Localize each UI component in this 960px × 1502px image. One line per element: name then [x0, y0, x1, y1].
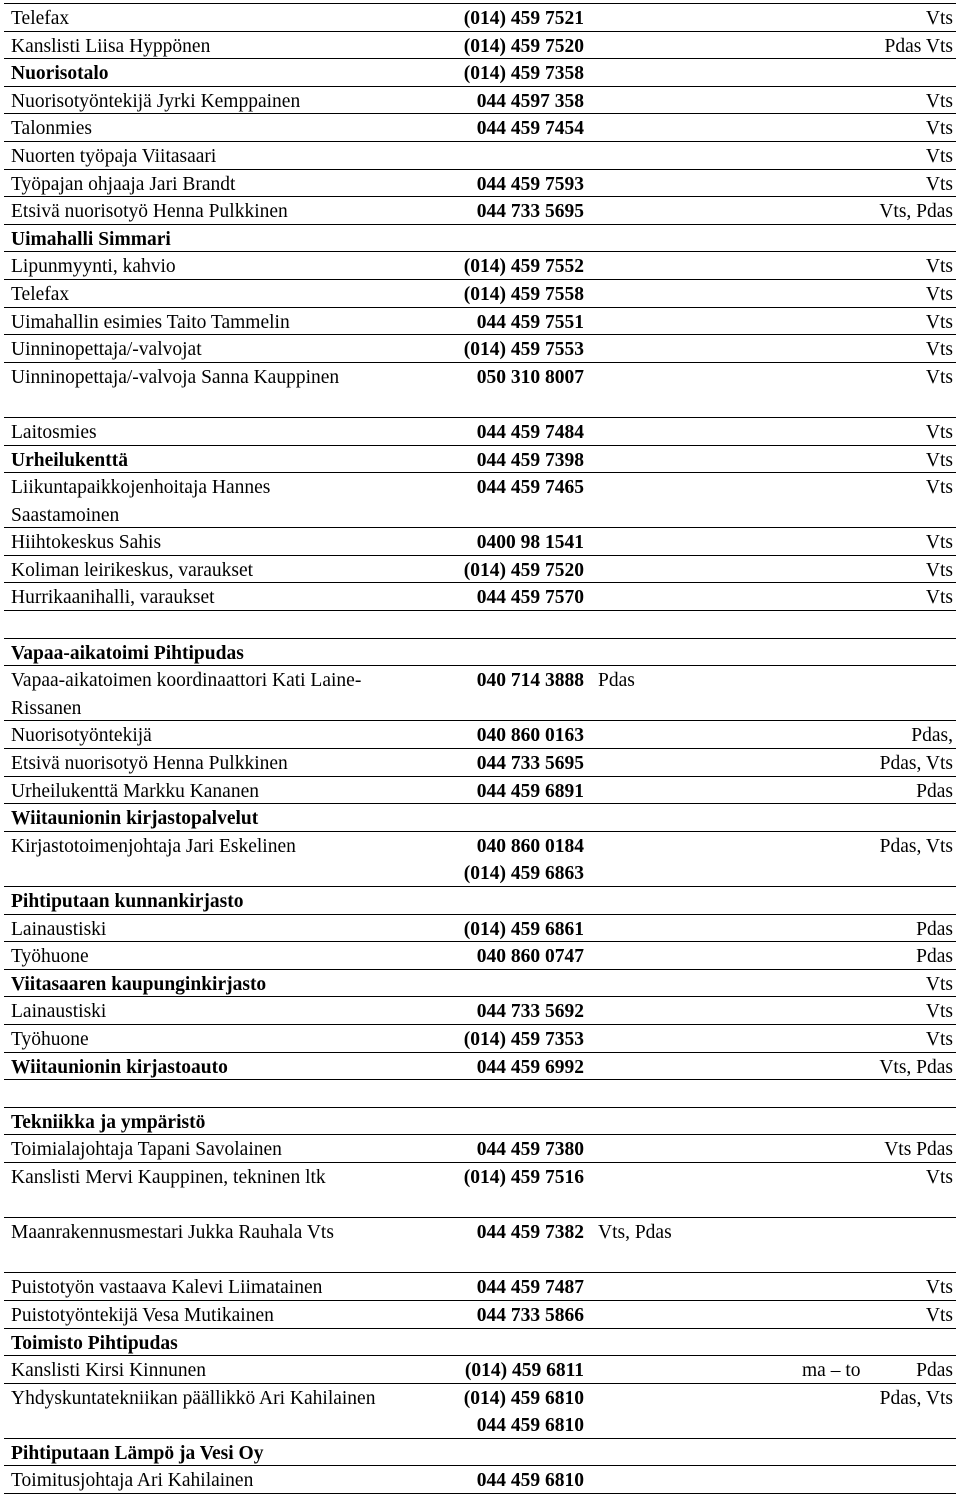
- location-code: Pdas, Vts: [879, 753, 953, 775]
- table-row: [4, 86, 956, 114]
- phone-number: 044 459 7593: [476, 173, 584, 195]
- table-row: [4, 555, 956, 583]
- section-heading-row: [4, 224, 956, 252]
- table-row: [4, 113, 956, 141]
- section-heading-row: [4, 886, 956, 914]
- table-row: [4, 334, 956, 362]
- phone-number-cell: [464, 557, 584, 585]
- table-row: [4, 1272, 956, 1300]
- section-heading-row: [4, 1052, 956, 1080]
- phone-number: 044 459 7382: [476, 1222, 584, 1244]
- location-code: Vts: [925, 256, 953, 278]
- location-code: Vts: [925, 90, 953, 112]
- phone-number: (014) 459 7520: [463, 35, 584, 57]
- phone-number-cell: [477, 1302, 584, 1330]
- phone-number-cell: [464, 336, 584, 364]
- phone-number: 044 459 7570: [476, 587, 584, 609]
- table-row: [4, 307, 956, 335]
- section-heading-row: [4, 969, 956, 997]
- section-title: Tekniikka ja ympäristö: [11, 1111, 206, 1133]
- entry-name: Lipunmyynti, kahvio: [11, 256, 176, 278]
- location-code: Vts: [925, 421, 953, 443]
- section-heading-row: [4, 803, 956, 831]
- entry-name: Lainaustiski: [11, 918, 107, 940]
- phone-number-cell: [464, 5, 584, 33]
- phone-number-cell: [464, 253, 584, 281]
- phone-number: 044 459 7380: [476, 1139, 584, 1161]
- location-code: Vts, Pdas: [879, 201, 953, 223]
- location-code: Vts: [925, 1001, 953, 1023]
- entry-name: Kanslisti Mervi Kauppinen, tekninen ltk: [11, 1166, 326, 1188]
- phone-number: 050 310 8007: [476, 366, 584, 388]
- location-code: Vts: [925, 587, 953, 609]
- phone-number: (014) 459 7553: [463, 339, 584, 361]
- phone-number: (014) 459 7558: [463, 283, 584, 305]
- location-code: Pdas: [916, 946, 953, 968]
- phone-number: 044 459 7484: [476, 421, 584, 443]
- entry-name: Yhdyskuntatekniikan päällikkö Ari Kahilainen: [11, 1387, 376, 1409]
- table-row: [4, 582, 956, 610]
- phone-number-cell: [477, 778, 584, 806]
- phone-number: 044 459 7465: [476, 477, 584, 499]
- phone-number: 044 733 5695: [476, 201, 584, 223]
- phone-number-cell: [477, 667, 584, 695]
- section-title: Wiitaunionin kirjastopalvelut: [11, 808, 259, 830]
- entry-name: Nuorten työpaja Viitasaari: [11, 145, 217, 167]
- section-title: Vapaa-aikatoimi Pihtipudas: [11, 642, 244, 664]
- table-row: [4, 1300, 956, 1328]
- phone-number: 044 459 7487: [476, 1277, 584, 1299]
- phone-number: (014) 459 6861: [463, 918, 584, 940]
- phone-number: 044 4597 358: [476, 90, 584, 112]
- location-code: Vts: [925, 1304, 953, 1326]
- table-row: [4, 1355, 956, 1383]
- table-row: [4, 1383, 956, 1438]
- phone-number-cell: [477, 474, 584, 502]
- table-row: [4, 169, 956, 197]
- location-code: Vts: [925, 973, 953, 995]
- phone-number: (014) 459 7358: [463, 63, 584, 85]
- phone-number: 044 733 5695: [476, 753, 584, 775]
- phone-number: 044 459 7454: [476, 118, 584, 140]
- entry-name: Kirjastotoimenjohtaja Jari Eskelinen: [11, 835, 296, 857]
- table-row: [4, 362, 956, 417]
- entry-name: Uinninopettaja/-valvojat: [11, 339, 202, 361]
- section-heading-row: [4, 1328, 956, 1356]
- location-code: Vts: [925, 449, 953, 471]
- location-code: Pdas, Vts: [879, 1387, 953, 1409]
- table-row: [4, 196, 956, 224]
- phone-number: 040 714 3888: [476, 670, 584, 692]
- phone-number-cell: [464, 1164, 584, 1192]
- location-code: Pdas: [598, 670, 635, 692]
- entry-name: Urheilukenttä Markku Kananen: [11, 780, 259, 802]
- section-heading-row: [4, 1107, 956, 1135]
- phone-number-cell: [477, 722, 584, 750]
- location-code: Vts: [925, 1028, 953, 1050]
- entry-name: Nuorisotyöntekijä: [11, 725, 152, 747]
- entry-name: Etsivä nuorisotyö Henna Pulkkinen: [11, 201, 288, 223]
- phone-number-cell: [477, 943, 584, 971]
- phone-number-cell: [464, 916, 584, 944]
- phone-number: 040 860 0747: [476, 946, 584, 968]
- entry-name: Puistotyön vastaava Kalevi Liimatainen: [11, 1277, 323, 1299]
- phone-number-cell: [464, 1385, 584, 1440]
- location-code: Vts: [925, 173, 953, 195]
- location-code: Vts: [925, 532, 953, 554]
- location-code: Vts: [925, 311, 953, 333]
- section-heading-row: [4, 638, 956, 666]
- table-row: [4, 748, 956, 776]
- phone-number: 040 860 0163: [476, 725, 584, 747]
- phone-number-cell: [477, 1054, 584, 1082]
- phone-number-cell: [464, 833, 584, 888]
- phone-number-cell: [464, 1026, 584, 1054]
- entry-name: Nuorisotyöntekijä Jyrki Kemppainen: [11, 90, 301, 112]
- table-row: [4, 1134, 956, 1162]
- location-code: Vts: [925, 118, 953, 140]
- entry-name: Hiihtokeskus Sahis: [11, 532, 162, 554]
- location-code: Vts Pdas: [884, 1139, 953, 1161]
- entry-name: Maanrakennusmestari Jukka Rauhala Vts: [11, 1222, 334, 1244]
- phone-number: 044 733 5692: [476, 1001, 584, 1023]
- table-row: [4, 527, 956, 555]
- table-row: [4, 251, 956, 279]
- location-code: Pdas Vts: [884, 35, 953, 57]
- table-row: [4, 141, 956, 169]
- location-code: Vts: [925, 283, 953, 305]
- location-code: Pdas: [916, 1360, 953, 1382]
- section-title: Uimahalli Simmari: [11, 228, 171, 250]
- phone-number-cell: [477, 171, 584, 199]
- location-code: Pdas: [916, 780, 953, 802]
- phone-number-cell: [477, 1219, 584, 1247]
- location-code: Vts, Pdas: [879, 1056, 953, 1078]
- entry-name: Työhuone: [11, 946, 89, 968]
- phone-number-cell: [477, 198, 584, 226]
- entry-name: Talonmies: [11, 118, 92, 140]
- location-code: Vts: [925, 366, 953, 388]
- phone-number: 044 459 7551: [476, 311, 584, 333]
- table-row: [4, 472, 956, 527]
- section-heading-row: [4, 1438, 956, 1466]
- phone-number-cell: [465, 1357, 584, 1385]
- entry-name: Laitosmies: [11, 421, 97, 443]
- phone-number-cell: [464, 60, 584, 88]
- table-row: [4, 1024, 956, 1052]
- location-code: Vts: [925, 8, 953, 29]
- location-code: Vts: [925, 477, 953, 499]
- phone-number-cell: [477, 998, 584, 1026]
- entry-name: Kanslisti Kirsi Kinnunen: [11, 1360, 206, 1382]
- entry-name: Vapaa-aikatoimen koordinaattori Kati Laine-Rissanen: [11, 670, 362, 719]
- entry-name: Kanslisti Liisa Hyppönen: [11, 35, 211, 57]
- phone-number-cell: [477, 115, 584, 143]
- phone-number-cell: [477, 1136, 584, 1164]
- location-code: Pdas: [916, 918, 953, 940]
- entry-name: Telefax: [11, 283, 70, 305]
- entry-name: Uinninopettaja/-valvoja Sanna Kauppinen: [11, 366, 340, 388]
- phone-number: (014) 459 7516: [463, 1166, 584, 1188]
- location-code: Vts: [925, 1166, 953, 1188]
- table-row: [4, 1465, 956, 1493]
- location-code: Pdas,: [911, 725, 953, 747]
- phone-number-cell: [477, 364, 584, 392]
- table-row: [4, 31, 956, 59]
- entry-name: Koliman leirikeskus, varaukset: [11, 559, 254, 581]
- section-title: Pihtiputaan kunnankirjasto: [11, 891, 244, 912]
- table-row: [4, 720, 956, 748]
- location-code: Vts: [925, 145, 953, 167]
- phone-number: (014) 459 7520: [463, 559, 584, 581]
- entry-name: Toimitusjohtaja Ari Kahilainen: [11, 1470, 254, 1492]
- phone-number: 040 860 0184: [476, 835, 584, 857]
- entry-name: Liikuntapaikkojenhoitaja Hannes Saastamoinen: [11, 477, 271, 526]
- table-row: [4, 1217, 956, 1272]
- section-title: Viitasaaren kaupunginkirjasto: [11, 973, 267, 995]
- table-row: [4, 1162, 956, 1217]
- location-code: Vts: [925, 1277, 953, 1299]
- phone-number-cell: [477, 750, 584, 778]
- section-title: Nuorisotalo: [11, 63, 109, 85]
- phone-number-cell: [477, 88, 584, 116]
- location-code: Vts: [925, 339, 953, 361]
- entry-name: Lainaustiski: [11, 1001, 107, 1023]
- phone-number: (014) 459 7552: [463, 256, 584, 278]
- entry-name: Uimahallin esimies Taito Tammelin: [11, 311, 290, 333]
- phone-number: 044 459 7398: [476, 449, 584, 471]
- phone-number: 044 733 5866: [476, 1304, 584, 1326]
- location-code: Pdas, Vts: [879, 835, 953, 857]
- section-gap: [4, 610, 956, 638]
- table-row: [4, 417, 956, 445]
- table-row: [4, 831, 956, 886]
- phone-number: 044 459 6992: [476, 1056, 584, 1078]
- phone-number-cell: [477, 447, 584, 475]
- entry-name: Toimialajohtaja Tapani Savolainen: [11, 1139, 282, 1161]
- table-row: [4, 665, 956, 720]
- phone-number: (014) 459 6863: [463, 863, 584, 885]
- phone-number-cell: [477, 1274, 584, 1302]
- section-heading-row: [4, 58, 956, 86]
- entry-name: Puistotyöntekijä Vesa Mutikainen: [11, 1304, 274, 1326]
- section-heading-row: [4, 445, 956, 473]
- phone-number: (014) 459 7521: [463, 8, 584, 29]
- phone-number-cell: [477, 309, 584, 337]
- entry-name: Telefax: [11, 8, 70, 29]
- phone-number-cell: [477, 1467, 584, 1495]
- phone-number: (014) 459 6811: [464, 1360, 584, 1382]
- phone-number-cell: [464, 33, 584, 61]
- section-title: Pihtiputaan Lämpö ja Vesi Oy: [11, 1442, 264, 1464]
- location-code: Vts: [925, 559, 953, 581]
- phone-number: 044 459 6891: [476, 780, 584, 802]
- office-days: ma – to: [802, 1360, 861, 1382]
- table-row: [4, 914, 956, 942]
- table-row: [4, 996, 956, 1024]
- phone-number-cell: [477, 419, 584, 447]
- location-code: Vts, Pdas: [598, 1222, 672, 1244]
- section-title: Toimisto Pihtipudas: [11, 1332, 178, 1354]
- table-row: [4, 776, 956, 804]
- section-title: Urheilukenttä: [11, 449, 128, 471]
- phone-number-cell: [477, 584, 584, 612]
- section-gap: [4, 1079, 956, 1107]
- phone-number-cell: [464, 281, 584, 309]
- entry-name: Hurrikaanihalli, varaukset: [11, 587, 215, 609]
- entry-name: Etsivä nuorisotyö Henna Pulkkinen: [11, 753, 288, 775]
- section-title: Wiitaunionin kirjastoauto: [11, 1056, 228, 1078]
- phone-number: 044 459 6810: [476, 1470, 584, 1492]
- table-row: [4, 3, 956, 31]
- table-row: [4, 941, 956, 969]
- entry-name: Työpajan ohjaaja Jari Brandt: [11, 173, 236, 195]
- phone-number: 0400 98 1541: [476, 532, 584, 554]
- table-row: [4, 279, 956, 307]
- phone-number-cell: [477, 529, 584, 557]
- phone-number: 044 459 6810: [476, 1415, 584, 1437]
- directory-table: [4, 3, 956, 1494]
- phone-number: (014) 459 6810: [463, 1387, 584, 1409]
- phone-number: (014) 459 7353: [463, 1028, 584, 1050]
- entry-name: Työhuone: [11, 1028, 89, 1050]
